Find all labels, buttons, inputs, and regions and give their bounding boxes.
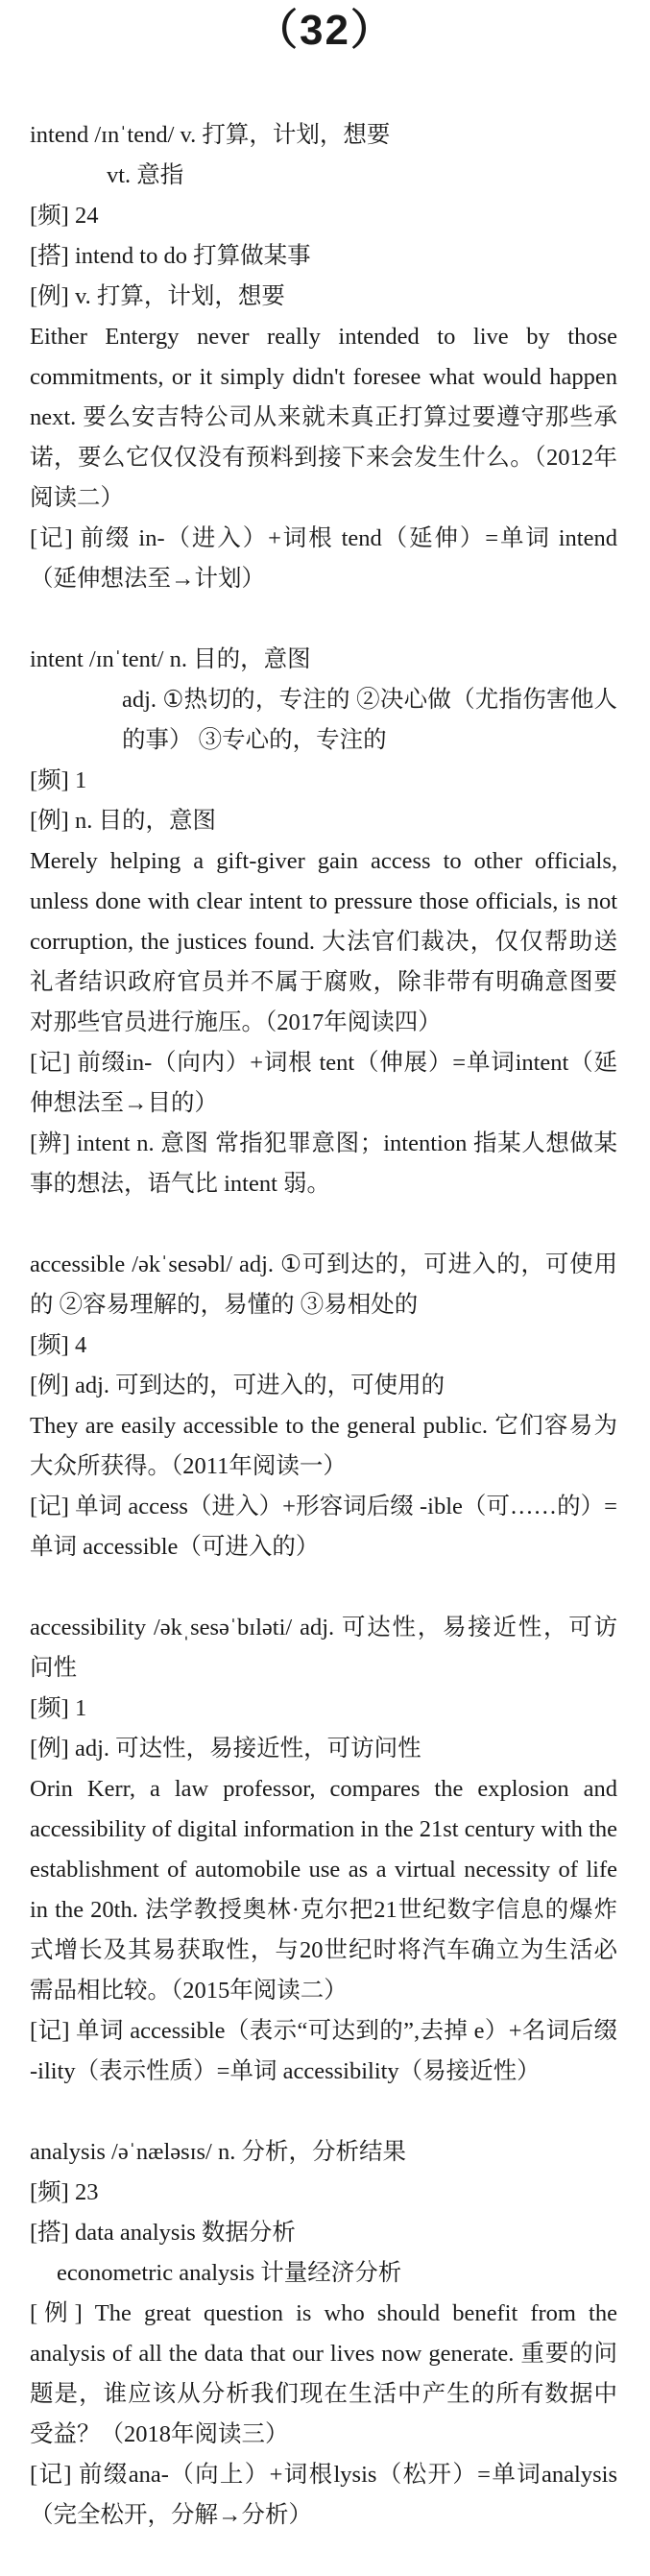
collocation: [搭] data analysis 数据分析 xyxy=(30,2220,296,2246)
example-sentence: They are easily accessible to the general public. 它们容易为大众所获得。（2011年阅读一） xyxy=(30,1413,617,1479)
example-sentence: Orin Kerr, a law professor, compares the explosion and accessibility of digital information in the 21st century with the establishment of automobile use as a virtual necessity of life in the 20th. 法学教授奥林·克尔把21世纪数字信息的爆炸式增长及其易获取性，与20世纪时将汽车确立为生活必需品相比较。（2015年阅读二） xyxy=(30,1776,617,2004)
frequency: [频] 24 xyxy=(30,203,99,229)
memory-note: [记] 前缀in-（向内）+词根 tent（伸展）=单词intent（延伸想法至→目的） xyxy=(30,1050,617,1116)
collocation: [搭] intend to do 打算做某事 xyxy=(30,243,311,269)
page-title: （32） xyxy=(255,7,395,54)
example-label: [例] v. 打算，计划，想要 xyxy=(30,283,285,309)
example-sentence: Either Entergy never really intended to live by those commitments, or it simply didn't foresee what would happen next. 要么安吉特公司从来就未真正打算过要遵守那些承诺，要么它仅仅没有预料到接下来会发生什么。（2012年阅读二） xyxy=(30,324,617,511)
headword-line: intend /ɪnˈtend/ v. 打算，计划，想要 xyxy=(30,122,391,148)
vocabulary-content xyxy=(30,115,617,2576)
headword-line: accessible /əkˈsesəbl/ adj. ①可到达的，可进入的，可使用的 ②容易理解的，易懂的 ③易相处的 xyxy=(30,1252,617,1318)
memory-note: [记] 单词 accessible（表示“可达到的”,去掉 e）+名词后缀 -ility（表示性质）=单词 accessibility（易接近性） xyxy=(30,2018,617,2084)
memory-note: [记] 前缀ana-（向上）+词根lysis（松开）=单词analysis（完全松开，分解→分析） xyxy=(30,2462,617,2528)
memory-note: [记] 前缀 in-（进入）+词根 tend（延伸）=单词 intend（延伸想法至→计划） xyxy=(30,525,617,592)
secondary-sense: vt. 意指 xyxy=(107,162,184,188)
example-sentence: Merely helping a gift-giver gain access to other officials, unless done with clear intent to pressure those officials, is not corruption, the justices found. 大法官们裁决，仅仅帮助送礼者结识政府官员并不属于腐败，除非带有明确意图要对那些官员进行施压。（2017年阅读四） xyxy=(30,848,617,1035)
entry-accessibility xyxy=(30,1608,617,2092)
example-sentence: [例] The great question is who should benefit from the analysis of all the data that our lives now generate. 重要的问题是，谁应该从分析我们现在生活中产生的所有数据中受益？（2018年阅读三） xyxy=(30,2300,617,2447)
headword-line: intent /ɪnˈtent/ n. 目的，意图 xyxy=(30,646,311,672)
frequency: [频] 1 xyxy=(30,1695,87,1721)
frequency: [频] 4 xyxy=(30,1332,87,1358)
distinction-note: [辨] intent n. 意图 常指犯罪意图；intention 指某人想做某事的想法，语气比 intent 弱。 xyxy=(30,1130,617,1197)
entry-analysis xyxy=(30,2132,617,2536)
collocation-secondary: econometric analysis 计量经济分析 xyxy=(57,2260,402,2286)
entry-accessible xyxy=(30,1245,617,1567)
example-label: [例] adj. 可到达的，可进入的，可使用的 xyxy=(30,1373,445,1398)
example-label: [例] n. 目的，意图 xyxy=(30,808,216,834)
headword-line: accessibility /əkˌsesəˈbɪləti/ adj. 可达性，易接近性，可访问性 xyxy=(30,1615,617,1681)
adjective-sense: adj. ①热切的，专注的 ②决心做（尤指伤害他人的事） ③专心的，专注的 xyxy=(122,687,617,753)
frequency: [频] 23 xyxy=(30,2179,99,2205)
memory-note: [记] 单词 access（进入）+形容词后缀 -ible（可……的）=单词 accessible（可进入的） xyxy=(30,1494,617,1560)
frequency: [频] 1 xyxy=(30,767,87,793)
headword-line: analysis /əˈnæləsɪs/ n. 分析，分析结果 xyxy=(30,2139,406,2165)
entry-intent xyxy=(30,640,617,1204)
entry-intend xyxy=(30,115,617,599)
example-label: [例] adj. 可达性，易接近性，可访问性 xyxy=(30,1736,421,1762)
